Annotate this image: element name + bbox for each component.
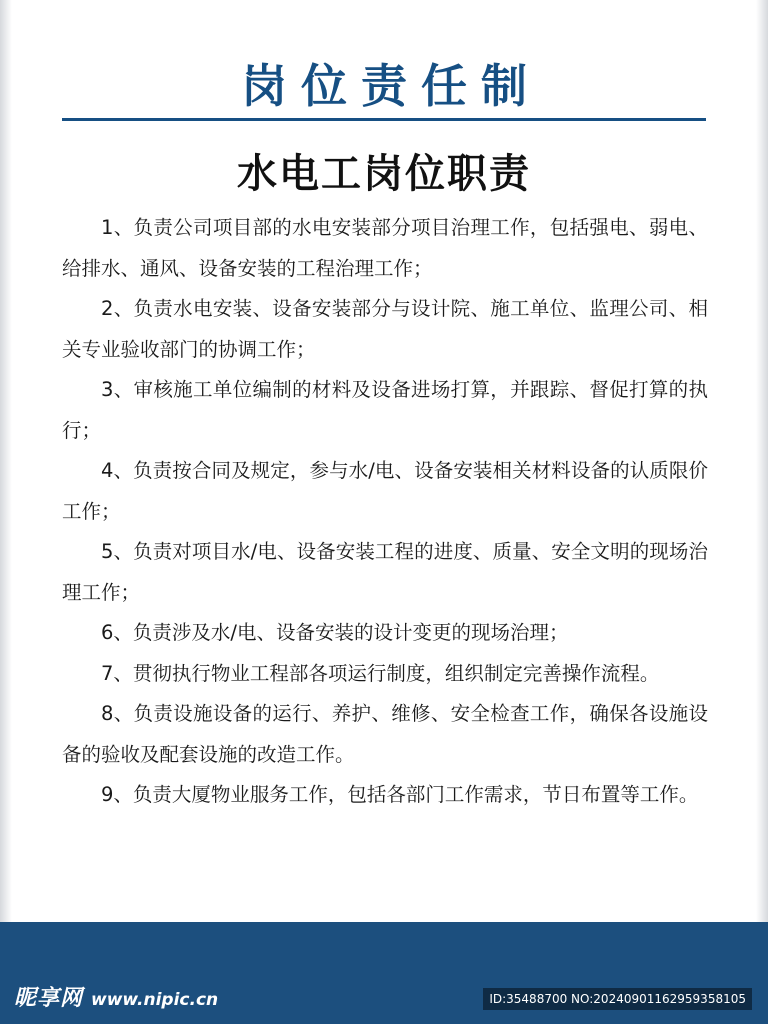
duty-item-8: 8、负责设施设备的运行、养护、维修、安全检查工作，确保各设施设备的验收及配套设施的改造工作。	[62, 702, 708, 766]
document-title: 水电工岗位职责	[237, 151, 531, 197]
watermark-logo-text: 昵享网	[14, 986, 84, 1011]
right-edge-shade	[756, 0, 768, 924]
duty-item-9: 9、负责大厦物业服务工作，包括各部门工作需求，节日布置等工作。	[101, 783, 699, 806]
duty-item-5: 5、负责对项目水/电、设备安装工程的进度、质量、安全文明的现场治理工作；	[62, 540, 708, 604]
duty-item-1: 1、负责公司项目部的水电安装部分项目治理工作，包括强电、弱电、给排水、通风、设备安装的工程治理工作；	[62, 216, 708, 280]
duty-list	[62, 208, 708, 816]
duty-item-4: 4、负责按合同及规定，参与水/电、设备安装相关材料设备的认质限价工作；	[62, 459, 708, 523]
watermark-logo	[14, 981, 218, 1012]
watermark-image-id: ID:35488700 NO:20240901162959358105	[483, 988, 752, 1010]
duty-item-7: 7、贯彻执行物业工程部各项运行制度，组织制定完善操作流程。	[101, 661, 660, 685]
duty-item-3: 3、审核施工单位编制的材料及设备进场打算，并跟踪、督促打算的执行；	[62, 378, 708, 442]
footer-band	[0, 922, 768, 1024]
left-edge-shade	[0, 0, 12, 924]
duty-item-6: 6、负责涉及水/电、设备安装的设计变更的现场治理；	[101, 621, 569, 644]
header-divider	[62, 118, 706, 121]
duty-item-2: 2、负责水电安装、设备安装部分与设计院、施工单位、监理公司、相关专业验收部门的协调工作；	[62, 297, 708, 361]
watermark-logo-url: www.nipic.cn	[91, 990, 219, 1010]
header-title: 岗位责任制	[241, 59, 541, 113]
